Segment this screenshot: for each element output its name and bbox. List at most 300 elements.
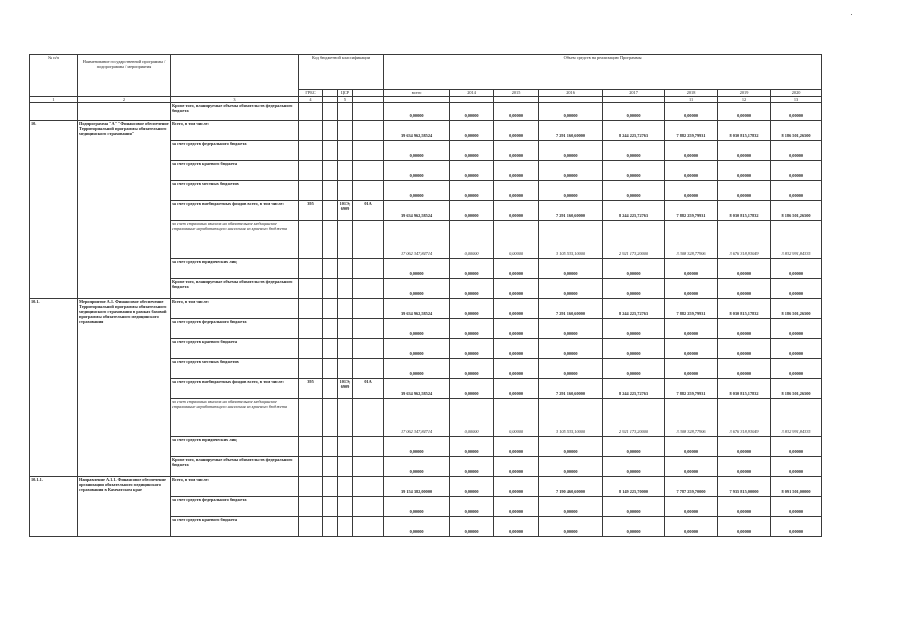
amount-year: 0,00000 (494, 121, 539, 141)
col-num: 13 (771, 97, 822, 103)
amount-total: 17 062 347,84714 (384, 399, 450, 437)
csr-code (338, 477, 353, 497)
grbs-code (299, 161, 323, 181)
amount-year: 0,00000 (718, 359, 771, 379)
header-empty (171, 55, 299, 97)
header-year: 2019 (718, 90, 771, 97)
amount-year: 0,00000 (450, 121, 494, 141)
amount-year: 0,00000 (665, 517, 718, 537)
amount-year: 0,00000 (771, 339, 822, 359)
row-number: 10. (30, 121, 78, 299)
amount-year: 0,00000 (450, 103, 494, 121)
amount-year: 0,00000 (450, 141, 494, 161)
csr-code (338, 457, 353, 477)
amount-year: 0,00000 (539, 457, 603, 477)
amount-year: 8 186 501,26500 (771, 299, 822, 319)
amount-year: 0,00000 (539, 437, 603, 457)
amount-year: 3 105 535,10000 (539, 399, 603, 437)
amount-year: 0,00000 (665, 319, 718, 339)
amount-year: 0,00000 (771, 359, 822, 379)
amount-year: 0,00000 (494, 457, 539, 477)
amount-year: 0,00000 (771, 517, 822, 537)
header-volume: Объем средств на реализацию Программы (384, 55, 822, 90)
funding-source: за счет средств краевого бюджета (171, 517, 299, 537)
col-num: 4 (299, 97, 323, 103)
amount-year: 0,00000 (494, 259, 539, 279)
vr-code (353, 259, 384, 279)
amount-year: 0,00000 (718, 141, 771, 161)
vr-code (353, 181, 384, 201)
funding-source: за счет средств федерального бюджета (171, 497, 299, 517)
amount-year: 8 030 815,17832 (718, 299, 771, 319)
col-num: 12 (718, 97, 771, 103)
amount-year: 3 832 991,84335 (771, 399, 822, 437)
amount-year: 8 186 501,26500 (771, 121, 822, 141)
funding-source: за счет средств внебюджетных фондов всего, в том числе: (171, 379, 299, 399)
amount-year: 0,00000 (539, 161, 603, 181)
amount-year: 0,00000 (450, 359, 494, 379)
amount-year: 0,00000 (539, 339, 603, 359)
amount-year: 0,00000 (603, 497, 665, 517)
amount-year: 0,00000 (494, 379, 539, 399)
amount-year: 7 787 259,70000 (665, 477, 718, 497)
grbs-code (299, 221, 323, 259)
col-num: 3 (171, 97, 299, 103)
vr-code (353, 319, 384, 339)
amount-year: 0,00000 (450, 379, 494, 399)
funding-source: Всего, в том числе: (171, 477, 299, 497)
grbs-code (299, 319, 323, 339)
grbs-code (299, 359, 323, 379)
csr-code (338, 259, 353, 279)
col-num: 11 (665, 97, 718, 103)
amount-year: 0,00000 (603, 161, 665, 181)
csr-code (338, 339, 353, 359)
header-year: 2017 (603, 90, 665, 97)
amount-total: 0,00000 (384, 141, 450, 161)
col-num: 5 (338, 97, 353, 103)
amount-year: 0,00000 (494, 141, 539, 161)
amount-total: 0,00000 (384, 259, 450, 279)
amount-year: 0,00000 (603, 339, 665, 359)
amount-total: 0,00000 (384, 161, 450, 181)
code-spacer (323, 259, 338, 279)
row-number (30, 103, 78, 121)
amount-year: 3 105 535,10000 (539, 221, 603, 259)
header-empty (323, 90, 338, 97)
funding-source: Всего, в том числе: (171, 299, 299, 319)
amount-year: 0,00000 (771, 141, 822, 161)
amount-year: 8 244 225,72763 (603, 201, 665, 221)
row-name (78, 103, 171, 121)
funding-source: Кроме того, планируемые объемы обязательств федерального бюджета (171, 103, 299, 121)
amount-year: 0,00000 (718, 279, 771, 299)
amount-year: 7 190 460,60000 (539, 477, 603, 497)
table-body (30, 55, 822, 537)
amount-year: 0,00000 (450, 319, 494, 339)
amount-year: 0,00000 (603, 437, 665, 457)
header-empty (353, 90, 384, 97)
amount-year: 0,00000 (494, 161, 539, 181)
amount-total: 0,00000 (384, 437, 450, 457)
csr-code (338, 517, 353, 537)
amount-year: 0,00000 (718, 457, 771, 477)
row-number: 10.1. (30, 299, 78, 477)
amount-year: 0,00000 (539, 517, 603, 537)
amount-year: 0,00000 (539, 359, 603, 379)
code-spacer (323, 437, 338, 457)
amount-year: 0,00000 (665, 497, 718, 517)
amount-year: 7 291 160,60000 (539, 201, 603, 221)
amount-year: 3 308 328,77906 (665, 221, 718, 259)
vr-code (353, 161, 384, 181)
amount-year: 3 832 991,84335 (771, 221, 822, 259)
csr-code: 101Э; 6909 (338, 379, 353, 399)
amount-total: 0,00000 (384, 359, 450, 379)
amount-year: 0,00000 (603, 259, 665, 279)
amount-year: 0,00000 (450, 339, 494, 359)
amount-total: 0,00000 (384, 497, 450, 517)
amount-year: 0,00000 (450, 497, 494, 517)
amount-year: 0,00000 (450, 161, 494, 181)
amount-year: 0,00000 (539, 279, 603, 299)
amount-year: 0,00000 (450, 279, 494, 299)
code-spacer (323, 457, 338, 477)
amount-year: 0,00000 (539, 181, 603, 201)
amount-year: 7 291 160,60000 (539, 299, 603, 319)
amount-total: 39 634 962,58524 (384, 379, 450, 399)
amount-year: 0,00000 (718, 517, 771, 537)
amount-year: 0,00000 (665, 457, 718, 477)
amount-year: 0,00000 (718, 259, 771, 279)
amount-year: 7 882 259,79931 (665, 121, 718, 141)
vr-code: 01А (353, 201, 384, 221)
code-spacer (323, 359, 338, 379)
amount-year: 0,00000 (771, 497, 822, 517)
budget-table (29, 54, 822, 537)
amount-year: 0,00000 (603, 457, 665, 477)
amount-year: 0,00000 (771, 161, 822, 181)
amount-total: 17 062 347,84714 (384, 221, 450, 259)
grbs-code (299, 339, 323, 359)
code-spacer (323, 497, 338, 517)
grbs-code (299, 517, 323, 537)
amount-total: 0,00000 (384, 339, 450, 359)
code-spacer (323, 379, 338, 399)
code-spacer (323, 181, 338, 201)
amount-year: 0,00000 (771, 259, 822, 279)
amount-year: 0,00000 (603, 517, 665, 537)
row-name: Мероприятие А.1. Финансовое обеспечение Территориальной программы обязательного медицинского страхования в рамках базовой программы обязательного медицинского страхования (78, 299, 171, 477)
amount-year: 2 921 173,20000 (603, 221, 665, 259)
amount-year: 0,00000 (539, 259, 603, 279)
amount-year: 0,00000 (494, 221, 539, 259)
amount-year: 0,00000 (450, 517, 494, 537)
amount-year: 0,00000 (603, 279, 665, 299)
amount-year: 0,00000 (771, 279, 822, 299)
code-spacer (323, 279, 338, 299)
amount-year: 0,00000 (494, 437, 539, 457)
amount-year: 7 291 160,60000 (539, 379, 603, 399)
funding-source: за счет средств краевого бюджета (171, 339, 299, 359)
csr-code (338, 121, 353, 141)
scan-speck (851, 14, 852, 15)
amount-year: 0,00000 (450, 299, 494, 319)
code-spacer (323, 201, 338, 221)
vr-code (353, 121, 384, 141)
code-spacer (323, 103, 338, 121)
csr-code (338, 221, 353, 259)
csr-code (338, 319, 353, 339)
vr-code (353, 497, 384, 517)
vr-code (353, 299, 384, 319)
amount-year: 8 030 815,17832 (718, 121, 771, 141)
amount-year: 0,00000 (665, 359, 718, 379)
amount-year: 0,00000 (494, 477, 539, 497)
amount-total: 39 634 962,58524 (384, 121, 450, 141)
amount-year: 0,00000 (718, 103, 771, 121)
amount-total: 0,00000 (384, 181, 450, 201)
header-year: 2020 (771, 90, 822, 97)
csr-code (338, 181, 353, 201)
header-year: 2016 (539, 90, 603, 97)
amount-year: 0,00000 (494, 517, 539, 537)
grbs-code (299, 399, 323, 437)
amount-year: 0,00000 (665, 339, 718, 359)
amount-year: 0,00000 (450, 181, 494, 201)
funding-source: за счет средств федерального бюджета (171, 319, 299, 339)
amount-year: 0,00000 (494, 399, 539, 437)
amount-year: 0,00000 (603, 141, 665, 161)
csr-code (338, 299, 353, 319)
grbs-code: 395 (299, 201, 323, 221)
code-spacer (323, 141, 338, 161)
amount-year: 0,00000 (539, 497, 603, 517)
amount-year: 0,00000 (450, 477, 494, 497)
amount-total: 0,00000 (384, 103, 450, 121)
header-grbs: ГРБС (299, 90, 323, 97)
amount-year: 7 882 259,79931 (665, 201, 718, 221)
table-row (30, 103, 822, 121)
vr-code: 01А (353, 379, 384, 399)
table-row (30, 299, 822, 319)
amount-year: 0,00000 (494, 359, 539, 379)
code-spacer (323, 517, 338, 537)
csr-code (338, 399, 353, 437)
row-number: 10.1.1. (30, 477, 78, 537)
csr-code (338, 279, 353, 299)
amount-year: 0,00000 (450, 221, 494, 259)
grbs-code: 395 (299, 379, 323, 399)
amount-year: 0,00000 (494, 299, 539, 319)
header-year: 2018 (665, 90, 718, 97)
code-spacer (323, 477, 338, 497)
table-row (30, 477, 822, 497)
funding-source: за счет средств юридических лиц (171, 259, 299, 279)
vr-code (353, 279, 384, 299)
amount-year: 8 244 225,72763 (603, 379, 665, 399)
amount-total: 0,00000 (384, 319, 450, 339)
amount-total: 0,00000 (384, 457, 450, 477)
amount-year: 0,00000 (450, 457, 494, 477)
amount-year: 0,00000 (665, 103, 718, 121)
amount-year: 0,00000 (718, 497, 771, 517)
amount-year: 2 921 173,20000 (603, 399, 665, 437)
amount-year: 0,00000 (450, 201, 494, 221)
vr-code (353, 339, 384, 359)
amount-year: 8 186 501,26500 (771, 201, 822, 221)
amount-year: 0,00000 (494, 181, 539, 201)
grbs-code (299, 181, 323, 201)
funding-source: Всего, в том числе: (171, 121, 299, 141)
vr-code (353, 517, 384, 537)
amount-year: 0,00000 (603, 103, 665, 121)
grbs-code (299, 299, 323, 319)
amount-year: 0,00000 (771, 437, 822, 457)
amount-year: 0,00000 (718, 181, 771, 201)
vr-code (353, 437, 384, 457)
amount-year: 0,00000 (665, 437, 718, 457)
code-spacer (323, 339, 338, 359)
code-spacer (323, 121, 338, 141)
amount-year: 7 291 160,60000 (539, 121, 603, 141)
amount-year: 8 244 225,72763 (603, 121, 665, 141)
amount-year: 0,00000 (718, 437, 771, 457)
amount-year: 3 676 318,93049 (718, 221, 771, 259)
grbs-code (299, 437, 323, 457)
amount-year: 7 882 259,79931 (665, 379, 718, 399)
csr-code (338, 437, 353, 457)
funding-source: за счет средств местных бюджетов (171, 359, 299, 379)
amount-year: 7 935 815,00000 (718, 477, 771, 497)
funding-source: за счет средств федерального бюджета (171, 141, 299, 161)
csr-code (338, 103, 353, 121)
grbs-code (299, 121, 323, 141)
vr-code (353, 399, 384, 437)
funding-source: за счет страховых взносов на обязательное медицинское страхование неработающего населения из краевого бюджета (171, 399, 299, 437)
grbs-code (299, 103, 323, 121)
amount-year: 3 308 328,77906 (665, 399, 718, 437)
amount-year: 0,00000 (539, 319, 603, 339)
grbs-code (299, 497, 323, 517)
amount-year: 0,00000 (603, 359, 665, 379)
funding-source: за счет средств краевого бюджета (171, 161, 299, 181)
csr-code (338, 141, 353, 161)
amount-year: 0,00000 (494, 497, 539, 517)
amount-year: 0,00000 (771, 319, 822, 339)
csr-code (338, 359, 353, 379)
funding-source: за счет средств местных бюджетов (171, 181, 299, 201)
amount-total: 0,00000 (384, 517, 450, 537)
amount-year: 8 186 501,26500 (771, 379, 822, 399)
amount-year: 0,00000 (450, 399, 494, 437)
code-spacer (323, 299, 338, 319)
header-csr: ЦСР (338, 90, 353, 97)
vr-code (353, 477, 384, 497)
amount-year: 0,00000 (718, 161, 771, 181)
col-num: 1 (30, 97, 78, 103)
grbs-code (299, 477, 323, 497)
vr-code (353, 457, 384, 477)
csr-code (338, 497, 353, 517)
col-num: 2 (78, 97, 171, 103)
funding-source: за счет средств внебюджетных фондов всего, в том числе: (171, 201, 299, 221)
amount-year: 0,00000 (450, 437, 494, 457)
amount-year: 8 149 225,70000 (603, 477, 665, 497)
header-row (30, 55, 822, 90)
header-year: 2015 (494, 90, 539, 97)
amount-year: 0,00000 (771, 457, 822, 477)
row-name: Направление А.1.1. Финансовое обеспечение организации обязательного медицинского страхования в Камчатском крае (78, 477, 171, 537)
amount-year: 0,00000 (771, 103, 822, 121)
grbs-code (299, 457, 323, 477)
amount-year: 0,00000 (494, 339, 539, 359)
table-row (30, 121, 822, 141)
funding-source: за счет средств юридических лиц (171, 437, 299, 457)
amount-year: 0,00000 (494, 319, 539, 339)
vr-code (353, 103, 384, 121)
amount-year: 7 882 259,79931 (665, 299, 718, 319)
amount-year: 0,00000 (665, 161, 718, 181)
amount-year: 0,00000 (718, 339, 771, 359)
csr-code: 101Э; 6909 (338, 201, 353, 221)
amount-year: 0,00000 (539, 141, 603, 161)
code-spacer (323, 161, 338, 181)
amount-year: 0,00000 (494, 201, 539, 221)
funding-source: Кроме того, планируемые объемы обязательств федерального бюджета (171, 279, 299, 299)
amount-year: 0,00000 (718, 319, 771, 339)
amount-year: 0,00000 (603, 319, 665, 339)
amount-year: 0,00000 (450, 259, 494, 279)
grbs-code (299, 141, 323, 161)
amount-year: 0,00000 (665, 141, 718, 161)
row-name: Подпрограмма "А" "Финансовое обеспечение Территориальной программы обязательного медицинского страхования" (78, 121, 171, 299)
amount-total: 0,00000 (384, 279, 450, 299)
amount-year: 8 030 815,17832 (718, 201, 771, 221)
vr-code (353, 221, 384, 259)
amount-year: 0,00000 (771, 181, 822, 201)
csr-code (338, 161, 353, 181)
funding-source: Кроме того, планируемые объемы обязательств федерального бюджета (171, 457, 299, 477)
amount-year: 8 091 501,00000 (771, 477, 822, 497)
code-spacer (323, 221, 338, 259)
header-budget-code: Код бюджетной классификации (299, 55, 384, 90)
header-name: Наименование государственной программы / подпрограммы / мероприятия (78, 55, 171, 97)
amount-year: 0,00000 (603, 181, 665, 201)
amount-total: 39 634 962,58524 (384, 299, 450, 319)
amount-year: 0,00000 (665, 279, 718, 299)
amount-year: 3 676 318,93049 (718, 399, 771, 437)
grbs-code (299, 279, 323, 299)
amount-total: 39 634 962,58524 (384, 201, 450, 221)
code-spacer (323, 319, 338, 339)
amount-year: 8 030 815,17832 (718, 379, 771, 399)
funding-source: за счет страховых взносов на обязательное медицинское страхование неработающего населения из краевого бюджета (171, 221, 299, 259)
amount-total: 39 154 382,00000 (384, 477, 450, 497)
vr-code (353, 141, 384, 161)
amount-year: 0,00000 (665, 259, 718, 279)
amount-year: 0,00000 (665, 181, 718, 201)
grbs-code (299, 259, 323, 279)
amount-year: 0,00000 (539, 103, 603, 121)
header-year: 2014 (450, 90, 494, 97)
vr-code (353, 359, 384, 379)
header-no: № п/п (30, 55, 78, 97)
amount-year: 0,00000 (494, 103, 539, 121)
header-total: всего (384, 90, 450, 97)
amount-year: 8 244 225,72763 (603, 299, 665, 319)
code-spacer (323, 399, 338, 437)
